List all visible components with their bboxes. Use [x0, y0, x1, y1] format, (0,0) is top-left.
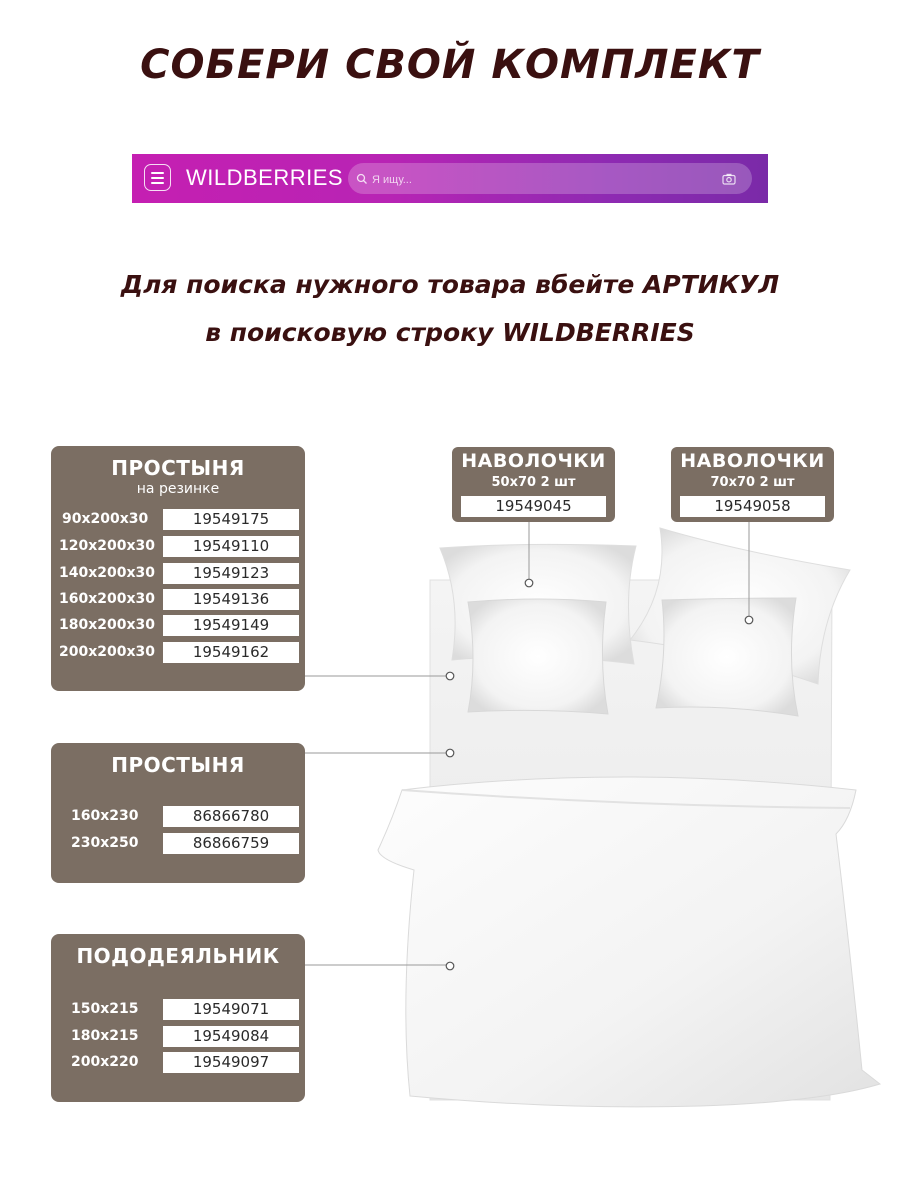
flat-sheet-panel [51, 743, 305, 883]
marker-dot [525, 579, 533, 587]
front-pillow-right [656, 598, 798, 716]
article-number: 19549058 [680, 496, 825, 517]
marker-dot [446, 749, 454, 757]
article-number: 19549123 [163, 563, 299, 584]
size-label: 90х200х30 [62, 511, 149, 527]
flat-sheet-title: ПРОСТЫНЯ [111, 753, 245, 777]
size-label: 180х215 [71, 1028, 139, 1044]
marker-dot [446, 672, 454, 680]
article-number: 19549175 [163, 509, 299, 530]
marker-dot [446, 962, 454, 970]
fitted-sheet-subtitle: на резинке [136, 481, 220, 497]
size-label: 200х200х30 [59, 644, 155, 660]
size-label: 180х200х30 [59, 617, 155, 633]
article-number: 19549136 [163, 589, 299, 610]
size-label: 160х230 [71, 808, 139, 824]
size-label: 120х200х30 [59, 538, 155, 554]
pillowcases-50x70-panel [452, 447, 615, 522]
article-number: 19549110 [163, 536, 299, 557]
size-label: 150х215 [71, 1001, 139, 1017]
size-label: 140х200х30 [59, 565, 155, 581]
pillowcases-title: НАВОЛОЧКИ [680, 450, 825, 472]
article-number: 86866759 [163, 833, 299, 854]
size-label: 160х200х30 [59, 591, 155, 607]
article-number: 86866780 [163, 806, 299, 827]
pillowcases-title: НАВОЛОЧКИ [461, 450, 606, 472]
pillowcases-size: 70х70 2 шт [710, 475, 795, 490]
instruction-line-1: Для поиска нужного товара вбейте АРТИКУЛ [120, 270, 780, 299]
page-title: СОБЕРИ СВОЙ КОМПЛЕКТ [140, 42, 760, 88]
fitted-sheet-title: ПРОСТЫНЯ [111, 456, 245, 480]
article-number: 19549045 [461, 496, 606, 517]
article-number: 19549162 [163, 642, 299, 663]
size-label: 200х220 [71, 1054, 139, 1070]
front-pillow-left [468, 599, 608, 714]
article-number: 19549084 [163, 1026, 299, 1047]
article-number: 19549149 [163, 615, 299, 636]
pillowcases-size: 50х70 2 шт [491, 475, 576, 490]
instruction-line-2: в поисковую строку WILDBERRIES [205, 318, 695, 347]
marker-dot [745, 616, 753, 624]
size-label: 230х250 [71, 835, 139, 851]
wildberries-logo[interactable]: WILDBERRIES [186, 165, 344, 190]
fitted-sheet-panel [51, 446, 305, 691]
duvet-cover-panel [51, 934, 305, 1102]
article-number: 19549097 [163, 1052, 299, 1073]
article-number: 19549071 [163, 999, 299, 1020]
duvet-cover-title: ПОДОДЕЯЛЬНИК [76, 944, 280, 968]
duvet [378, 777, 880, 1107]
pillowcases-70x70-panel [671, 447, 834, 522]
